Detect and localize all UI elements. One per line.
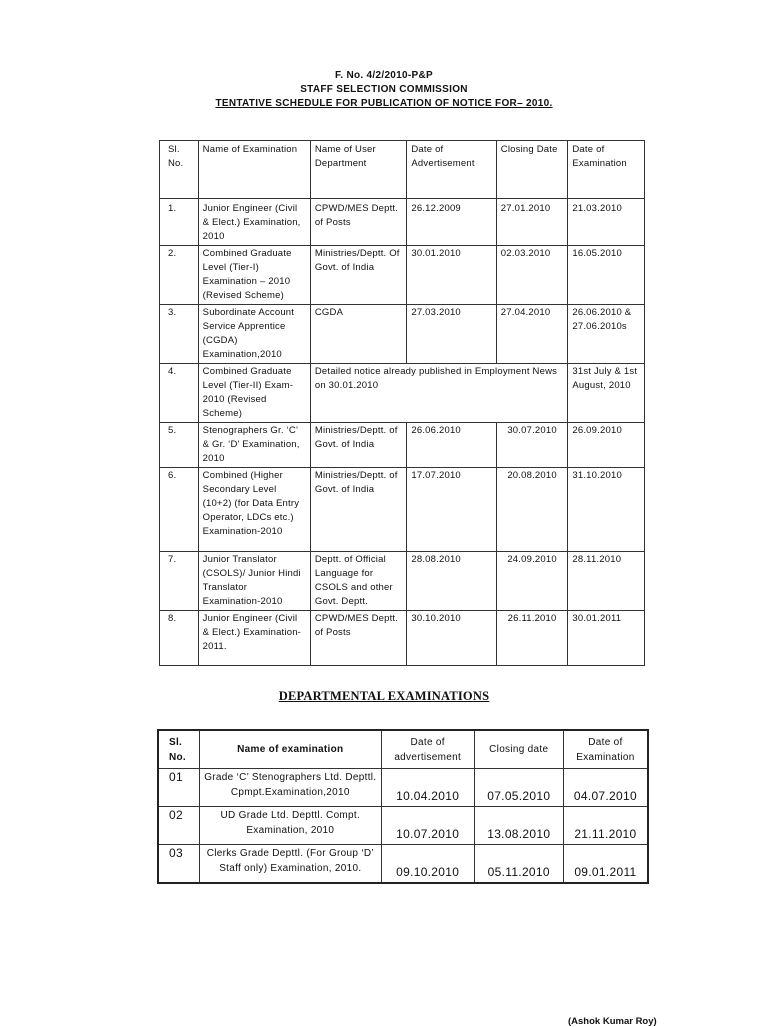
closing-cell: 13.08.2010 — [474, 807, 563, 845]
sl-cell: 3. — [160, 305, 199, 364]
col-header-closing: Closing date — [474, 730, 563, 769]
table-header-row — [160, 141, 645, 199]
name-cell: Stenographers Gr. ‘C’ & Gr. ‘D’ Examination, 2010 — [198, 423, 310, 468]
exam-cell: 28.11.2010 — [568, 552, 645, 611]
exam-cell: 04.07.2010 — [563, 769, 648, 807]
sl-cell: 8. — [160, 611, 199, 666]
col-header-sl: Sl. No. — [160, 141, 199, 199]
table-row — [158, 845, 648, 884]
exam-cell: 16.05.2010 — [568, 246, 645, 305]
table-row — [158, 769, 648, 807]
col-header-adv: Date of Advertisement — [407, 141, 496, 199]
departmental-title: DEPARTMENTAL EXAMINATIONS — [278, 689, 490, 703]
document-header — [0, 69, 768, 111]
adv-cell: 27.03.2010 — [407, 305, 496, 364]
schedule-table — [159, 140, 645, 666]
exam-cell: 21.11.2010 — [563, 807, 648, 845]
dept-cell: Deptt. of Official Language for CSOLS and other Govt. Deptt. — [310, 552, 406, 611]
table-row — [160, 611, 645, 666]
adv-cell: 30.01.2010 — [407, 246, 496, 305]
closing-cell: 27.04.2010 — [496, 305, 568, 364]
table-row — [158, 807, 648, 845]
exam-cell: 30.01.2011 — [568, 611, 645, 666]
name-cell: Junior Translator (CSOLS)/ Junior Hindi Translator Examination-2010 — [198, 552, 310, 611]
name-cell: Combined (Higher Secondary Level (10+2) (for Data Entry Operator, LDCs etc.) Examination-2010 — [198, 468, 310, 552]
sl-cell: 03 — [158, 845, 199, 884]
dept-cell: CGDA — [310, 305, 406, 364]
name-cell: Combined Graduate Level (Tier-II) Exam- 2010 (Revised Scheme) — [198, 364, 310, 423]
exam-cell: 31.10.2010 — [568, 468, 645, 552]
dept-cell: Ministries/Deptt. of Govt. of India — [310, 468, 406, 552]
exam-cell: 21.03.2010 — [568, 199, 645, 246]
adv-cell: 17.07.2010 — [407, 468, 496, 552]
name-cell: Junior Engineer (Civil & Elect.) Examination, 2010 — [198, 199, 310, 246]
sl-cell: 02 — [158, 807, 199, 845]
dept-cell: Ministries/Deptt. Of Govt. of India — [310, 246, 406, 305]
sl-cell: 01 — [158, 769, 199, 807]
col-header-dept: Name of User Department — [310, 141, 406, 199]
closing-cell: 20.08.2010 — [496, 468, 568, 552]
closing-cell: 27.01.2010 — [496, 199, 568, 246]
file-number: F. No. 4/2/2010-P&P — [335, 70, 433, 81]
document-title: TENTATIVE SCHEDULE FOR PUBLICATION OF NOTICE FOR– 2010. — [215, 98, 553, 109]
col-header-adv: Date of advertisement — [381, 730, 474, 769]
table-row — [160, 552, 645, 611]
dept-cell: CPWD/MES Deptt. of Posts — [310, 199, 406, 246]
sl-cell: 6. — [160, 468, 199, 552]
dept-cell: CPWD/MES Deptt. of Posts — [310, 611, 406, 666]
name-cell: Clerks Grade Depttl. (For Group ‘D’ Staff only) Examination, 2010. — [199, 845, 381, 884]
closing-cell: 02.03.2010 — [496, 246, 568, 305]
col-header-exam: Date of Examination — [563, 730, 648, 769]
adv-cell: 09.10.2010 — [381, 845, 474, 884]
exam-cell: 09.01.2011 — [563, 845, 648, 884]
closing-cell: 26.11.2010 — [496, 611, 568, 666]
exam-cell: 26.09.2010 — [568, 423, 645, 468]
col-header-name: Name of examination — [199, 730, 381, 769]
adv-cell: 26.12.2009 — [407, 199, 496, 246]
sl-cell: 2. — [160, 246, 199, 305]
table-row — [160, 199, 645, 246]
table-header-row — [158, 730, 648, 769]
closing-cell: 30.07.2010 — [496, 423, 568, 468]
dept-cell: Ministries/Deptt. of Govt. of India — [310, 423, 406, 468]
adv-cell: 10.07.2010 — [381, 807, 474, 845]
signature: (Ashok Kumar Roy) — [568, 1016, 657, 1027]
exam-cell: 26.06.2010 & 27.06.2010s — [568, 305, 645, 364]
table-row — [160, 364, 645, 423]
name-cell: Combined Graduate Level (Tier-I) Examination – 2010 (Revised Scheme) — [198, 246, 310, 305]
col-header-name: Name of Examination — [198, 141, 310, 199]
col-header-sl: Sl. No. — [158, 730, 199, 769]
name-cell: Grade ‘C’ Stenographers Ltd. Depttl. Cpmpt.Examination,2010 — [199, 769, 381, 807]
closing-cell: 07.05.2010 — [474, 769, 563, 807]
organization-name: STAFF SELECTION COMMISSION — [300, 84, 468, 95]
adv-cell: 30.10.2010 — [407, 611, 496, 666]
table-row — [160, 468, 645, 552]
sl-cell: 7. — [160, 552, 199, 611]
adv-cell: 26.06.2010 — [407, 423, 496, 468]
sl-cell: 1. — [160, 199, 199, 246]
col-header-exam: Date of Examination — [568, 141, 645, 199]
name-cell: Subordinate Account Service Apprentice (CGDA) Examination,2010 — [198, 305, 310, 364]
exam-cell: 31st July & 1st August, 2010 — [568, 364, 645, 423]
adv-cell: 10.04.2010 — [381, 769, 474, 807]
adv-cell: 28.08.2010 — [407, 552, 496, 611]
name-cell: UD Grade Ltd. Depttl. Compt. Examination, 2010 — [199, 807, 381, 845]
closing-cell: 05.11.2010 — [474, 845, 563, 884]
closing-cell: 24.09.2010 — [496, 552, 568, 611]
table-row — [160, 423, 645, 468]
sl-cell: 4. — [160, 364, 199, 423]
sl-cell: 5. — [160, 423, 199, 468]
table-row — [160, 246, 645, 305]
name-cell: Junior Engineer (Civil & Elect.) Examination-2011. — [198, 611, 310, 666]
col-header-closing: Closing Date — [496, 141, 568, 199]
departmental-table — [157, 729, 649, 884]
notice-cell: Detailed notice already published in Employment News on 30.01.2010 — [310, 364, 568, 423]
table-row — [160, 305, 645, 364]
